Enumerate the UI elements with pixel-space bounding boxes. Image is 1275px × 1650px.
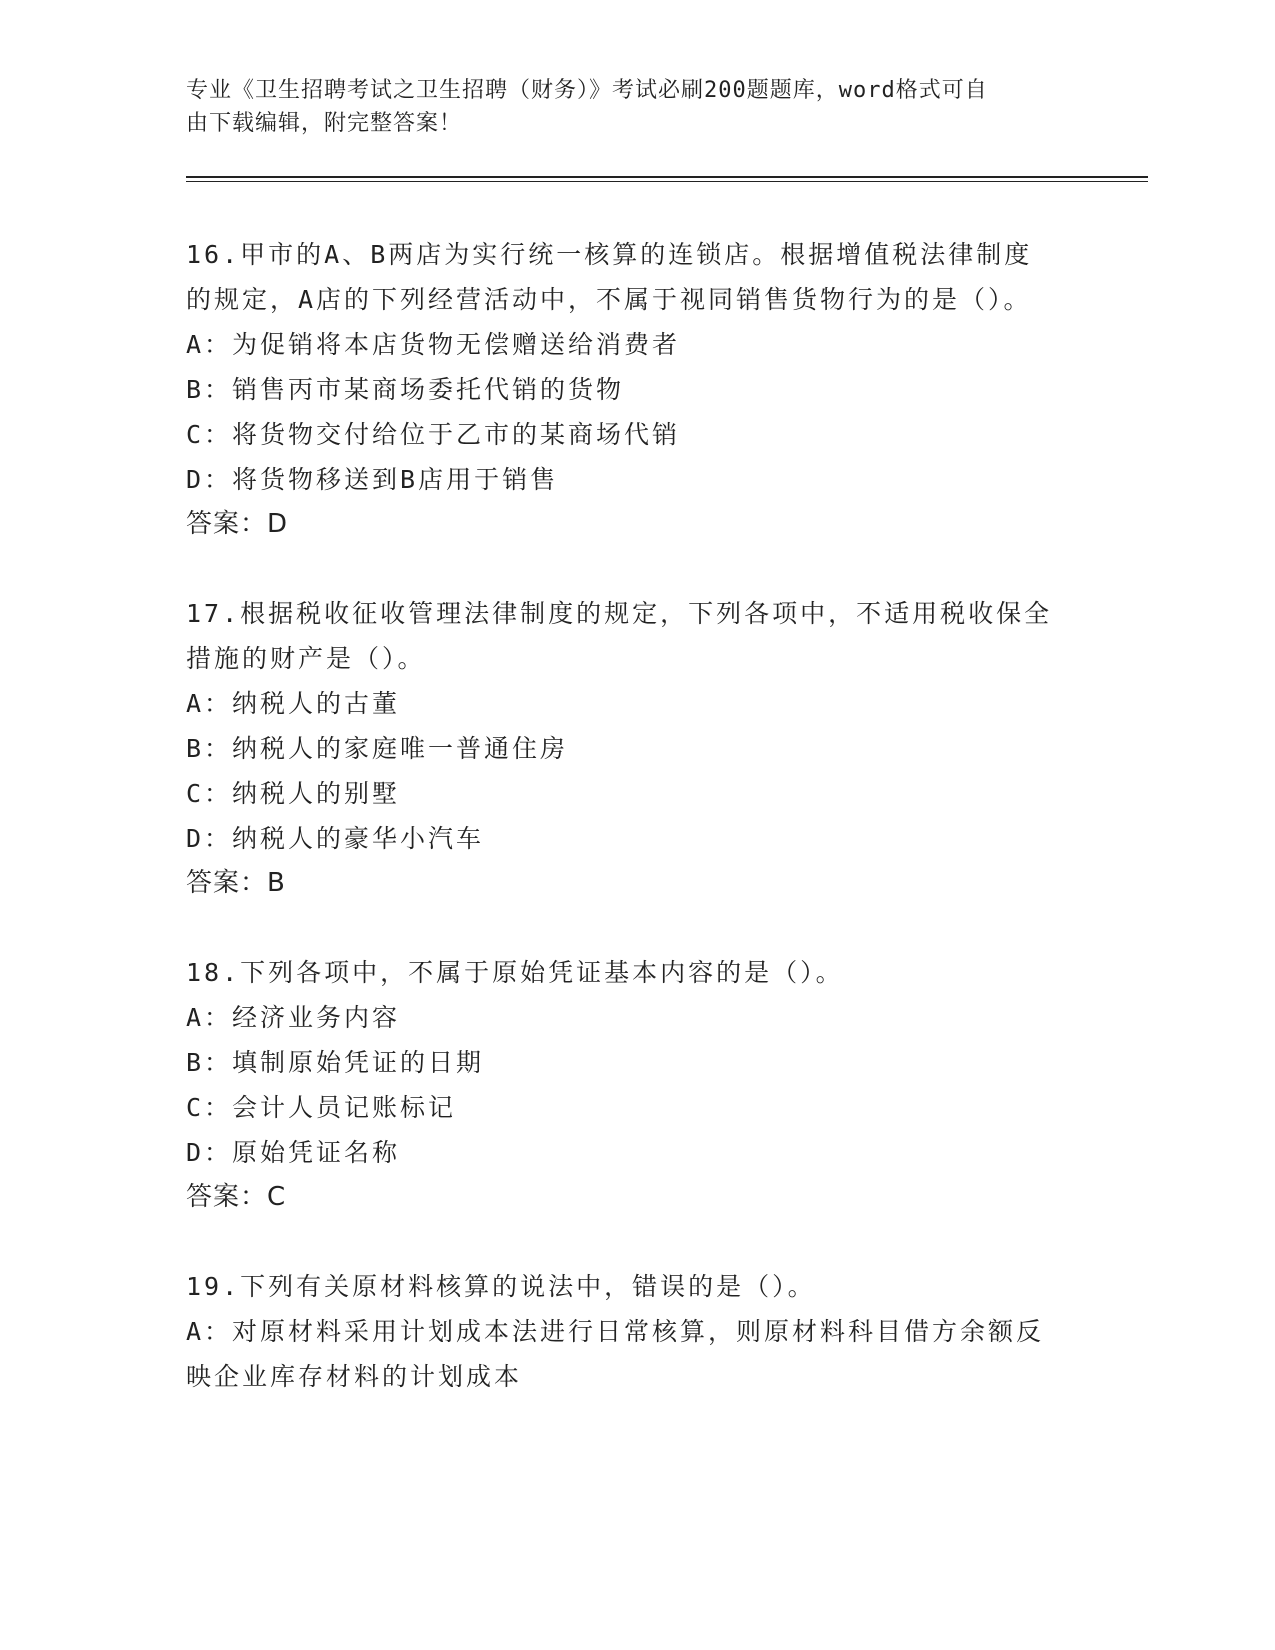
option-c: C：纳税人的别墅 <box>186 779 401 808</box>
question-stem-line: 19.下列有关原材料核算的说法中，错误的是（）。 <box>186 1272 816 1301</box>
answer-line: 答案：C <box>186 1182 287 1212</box>
header-divider-thin <box>186 181 1148 182</box>
option-d: D：将货物移送到B店用于销售 <box>186 465 559 494</box>
option-a: A：对原材料采用计划成本法进行日常核算，则原材料科目借方余额反 <box>186 1317 1045 1346</box>
option-a: A：纳税人的古董 <box>186 689 401 718</box>
header-line-2: 由下载编辑，附完整答案！ <box>186 111 463 136</box>
option-a-continued: 映企业库存材料的计划成本 <box>186 1362 523 1391</box>
option-b: B：填制原始凭证的日期 <box>186 1048 485 1077</box>
answer-line: 答案：D <box>186 509 289 539</box>
option-a: A：为促销将本店货物无偿赠送给消费者 <box>186 330 681 359</box>
header-line-1: 专业《卫生招聘考试之卫生招聘（财务）》考试必刷200题题库，word格式可自 <box>186 78 988 103</box>
answer-line: 答案：B <box>186 868 286 898</box>
header-divider-thick <box>186 176 1148 178</box>
option-b: B：纳税人的家庭唯一普通住房 <box>186 734 569 763</box>
question-19 <box>186 1264 1086 1399</box>
document-header <box>186 74 1066 140</box>
option-d: D：原始凭证名称 <box>186 1138 401 1167</box>
question-stem-line: 18.下列各项中，不属于原始凭证基本内容的是（）。 <box>186 958 844 987</box>
option-d: D：纳税人的豪华小汽车 <box>186 824 485 853</box>
question-16 <box>186 232 1086 547</box>
question-stem-line: 措施的财产是（）。 <box>186 644 426 673</box>
question-list <box>186 232 1086 1443</box>
option-b: B：销售丙市某商场委托代销的货物 <box>186 375 625 404</box>
question-17 <box>186 591 1086 906</box>
question-stem-line: 17.根据税收征收管理法律制度的规定，下列各项中，不适用税收保全 <box>186 599 1053 628</box>
question-18 <box>186 950 1086 1220</box>
option-c: C：会计人员记账标记 <box>186 1093 457 1122</box>
question-stem-line: 的规定，A店的下列经营活动中，不属于视同销售货物行为的是（）。 <box>186 285 1032 314</box>
option-c: C：将货物交付给位于乙市的某商场代销 <box>186 420 681 449</box>
option-a: A：经济业务内容 <box>186 1003 401 1032</box>
question-stem-line: 16.甲市的A、B两店为实行统一核算的连锁店。根据增值税法律制度 <box>186 240 1033 269</box>
